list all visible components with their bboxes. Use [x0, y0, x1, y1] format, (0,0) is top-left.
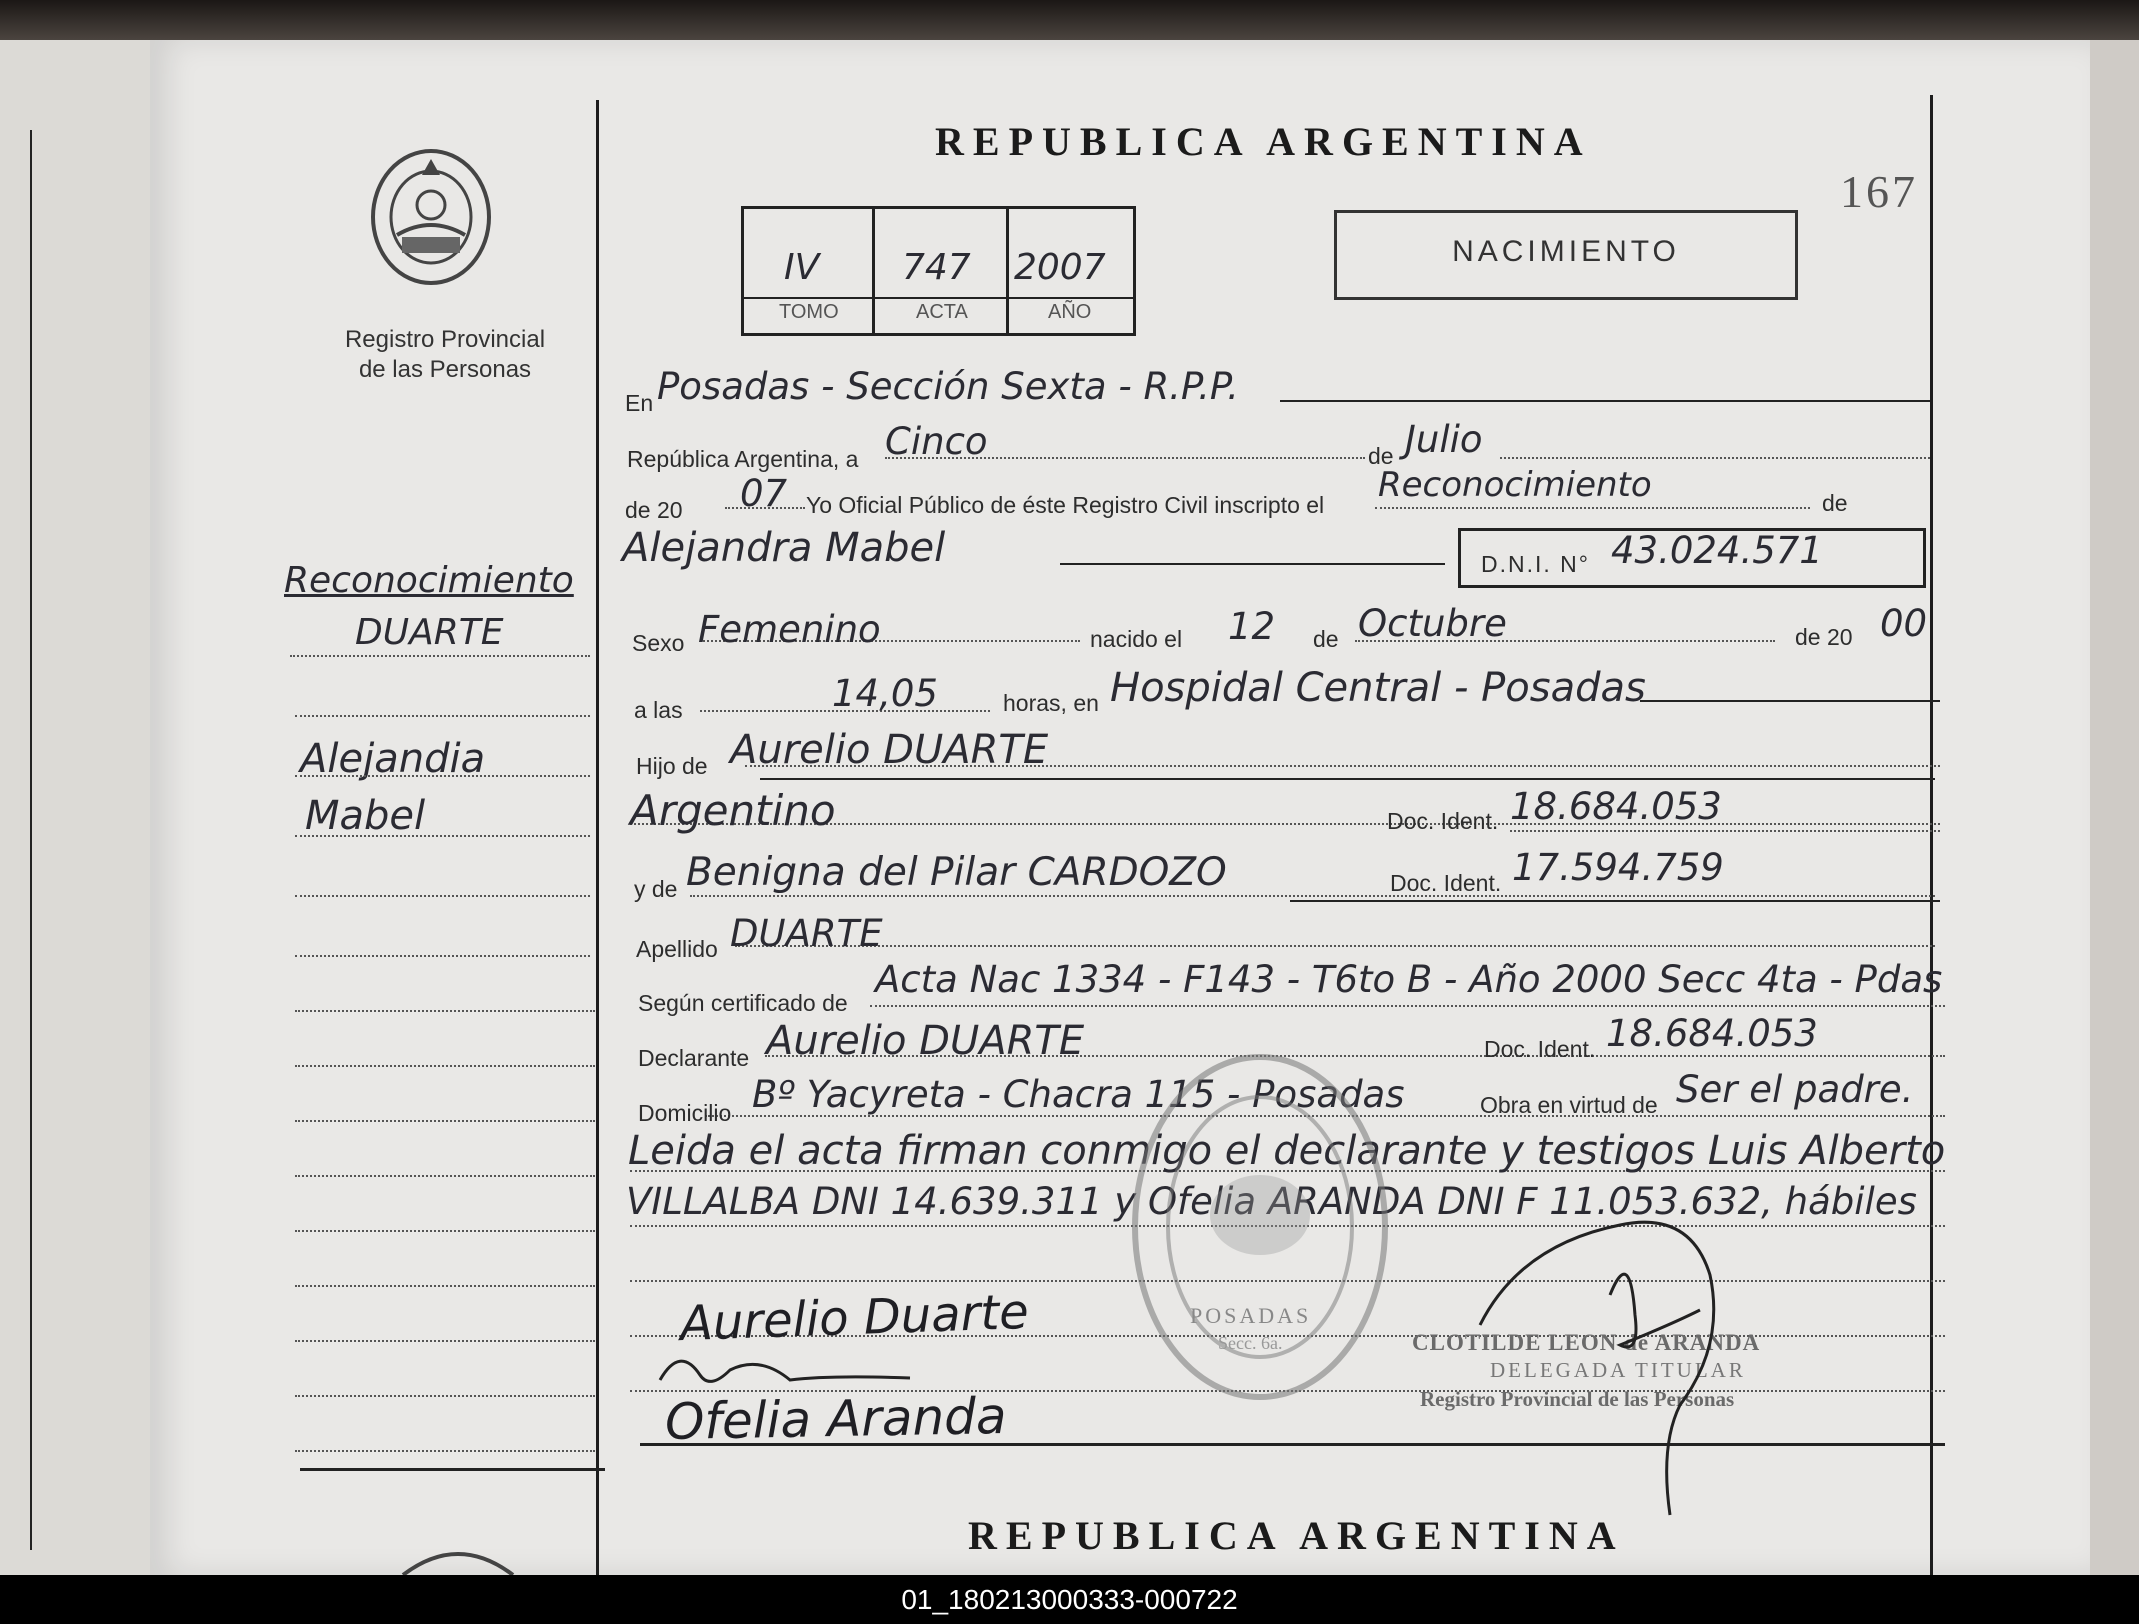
stamp-official-name: CLOTILDE LEON de ARANDA: [1412, 1330, 1761, 1355]
act-type-box: [1334, 210, 1798, 300]
image-caption: 01_180213000333-000722: [0, 1575, 2139, 1624]
label-yde: y de: [634, 876, 678, 902]
round-stamp-city: POSADAS: [1190, 1303, 1312, 1328]
field-sexo: Femenino: [698, 608, 881, 651]
province-seal: [362, 145, 500, 295]
label-dni: D.N.I. N°: [1481, 551, 1590, 577]
field-month: Julio: [1405, 418, 1483, 461]
field-obra: Ser el padre.: [1676, 1068, 1914, 1111]
field-dni: 43.024.571: [1611, 529, 1823, 572]
dni-box: [1458, 528, 1926, 588]
label-apellido: Apellido: [636, 936, 718, 962]
registry-name-line1: Registro Provincial: [344, 326, 546, 353]
acta-value: 747: [902, 247, 971, 288]
label-de-2: de: [1822, 490, 1848, 516]
field-certificado: Acta Nac 1334 - F143 - T6to B - Año 2000 Secc 4ta - Pdas: [875, 958, 1943, 1001]
margin-given2: Mabel: [305, 793, 426, 839]
footer-seal-icon: [398, 1543, 518, 1575]
signature-witness2: Ofelia Aranda: [664, 1387, 1007, 1451]
header-country: REPUBLICA ARGENTINA: [935, 119, 1592, 164]
label-doc-ident-3: Doc. Ident.: [1484, 1036, 1596, 1062]
footer-country: REPUBLICA ARGENTINA: [968, 1513, 1625, 1558]
field-padre-doc: 18.684.053: [1510, 785, 1722, 828]
label-oficial: Yo Oficial Público de éste Registro Civil inscripto el: [806, 492, 1325, 518]
official-round-stamp-icon: [1120, 1045, 1400, 1410]
label-alas: a las: [634, 697, 683, 723]
field-declarante: Aurelio DUARTE: [766, 1018, 1085, 1064]
label-nacido: nacido el: [1090, 626, 1183, 652]
label-doc-ident-2: Doc. Ident.: [1390, 870, 1502, 896]
label-de20-b: de 20: [1795, 624, 1853, 650]
label-doc-ident: Doc. Ident.: [1387, 808, 1499, 834]
label-de: de: [1368, 443, 1394, 469]
field-madre-doc: 17.594.759: [1512, 846, 1724, 889]
registry-name: [325, 325, 565, 385]
registry-name-line2: de las Personas: [358, 356, 532, 383]
field-apellido: DUARTE: [730, 912, 883, 955]
field-en: Posadas - Sección Sexta - R.P.P.: [657, 365, 1239, 408]
label-horas: horas, en: [1003, 690, 1099, 716]
field-day: Cinco: [885, 420, 988, 463]
tomo-value: IV: [784, 247, 820, 288]
page-right-edge: [2090, 40, 2139, 1575]
ano-value: 2007: [1014, 247, 1106, 288]
round-stamp: [1120, 1045, 1400, 1410]
field-birth-day: 12: [1228, 605, 1276, 648]
field-year: 07: [740, 472, 788, 515]
previous-page-border: [30, 130, 32, 1550]
field-declarante-doc: 18.684.053: [1606, 1012, 1818, 1055]
round-stamp-section: Secc. 6a.: [1218, 1333, 1283, 1353]
ano-label: AÑO: [1048, 301, 1092, 323]
field-madre: Benigna del Pilar CARDOZO: [686, 850, 1227, 895]
observations-line2: VILLALBA DNI 14.639.311 y Ofelia ARANDA DNI F 11.053.632, hábiles: [626, 1180, 1917, 1223]
acta-label: ACTA: [916, 301, 968, 323]
label-de-3: de: [1313, 626, 1339, 652]
registry-box: [741, 206, 1136, 336]
book-top-edge: [0, 0, 2139, 40]
margin-surname: DUARTE: [355, 612, 504, 653]
signature-declarante: Aurelio Duarte: [679, 1283, 1030, 1353]
official-signature-scribble-icon: [1460, 1185, 1760, 1545]
misiones-emblem-icon: [362, 145, 500, 295]
right-border-line: [1930, 95, 1933, 1575]
field-hora: 14,05: [832, 672, 938, 715]
stamp-registry: Registro Provincial de las Personas: [1420, 1387, 1735, 1411]
stamp-official-title: DELEGADA TITULAR: [1490, 1358, 1746, 1382]
field-name: Alejandra Mabel: [622, 525, 946, 571]
margin-divider-line: [596, 100, 599, 1575]
field-padre-nacionalidad: Argentino: [630, 786, 836, 835]
label-hijo: Hijo de: [636, 753, 708, 779]
label-obra: Obra en virtud de: [1480, 1092, 1658, 1118]
label-domicilio: Domicilio: [638, 1100, 732, 1126]
field-domicilio: Bº Yacyreta - Chacra 115 - Posadas: [752, 1073, 1405, 1116]
margin-given1: Alejandia: [300, 736, 486, 782]
tomo-label: TOMO: [779, 301, 839, 323]
margin-note: Reconocimiento: [284, 560, 574, 601]
previous-page-strip: [0, 40, 150, 1575]
label-segun: Según certificado de: [638, 990, 848, 1016]
label-de20: de 20: [625, 497, 683, 523]
observations-line1: Leida el acta firman conmigo el declarante y testigos Luis Alberto: [628, 1128, 1946, 1174]
label-republica: República Argentina, a: [627, 446, 859, 472]
field-inscripto: Reconocimiento: [1378, 465, 1652, 505]
field-padre: Aurelio DUARTE: [730, 727, 1049, 773]
label-en: En: [625, 390, 654, 416]
label-sexo: Sexo: [632, 630, 685, 656]
folio-number: 167: [1840, 166, 1918, 217]
field-lugar: Hospidal Central - Posadas: [1110, 665, 1646, 711]
label-declarante: Declarante: [638, 1045, 750, 1071]
field-birth-year: 00: [1880, 602, 1928, 645]
field-birth-month: Octubre: [1358, 602, 1507, 645]
act-type-label: NACIMIENTO: [1452, 235, 1680, 268]
